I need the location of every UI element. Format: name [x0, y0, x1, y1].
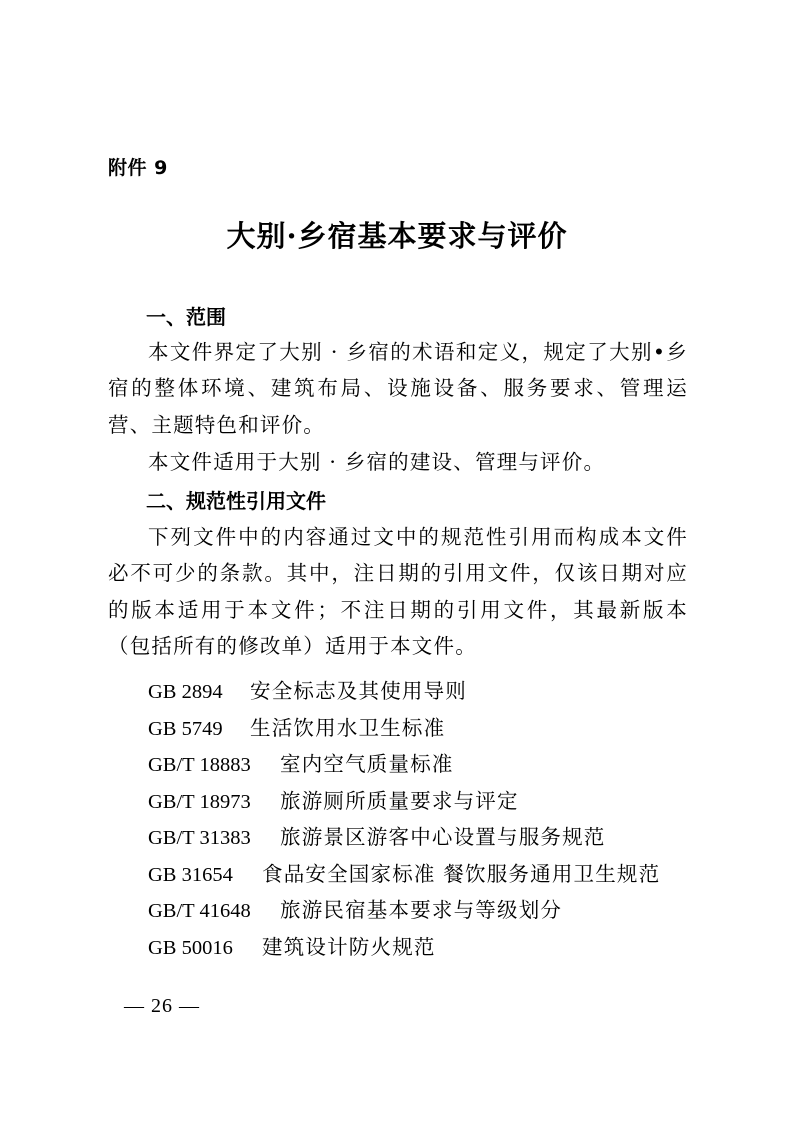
standard-reference-item [148, 674, 467, 704]
standard-reference-item [148, 784, 519, 814]
standard-name: 安全标志及其使用导则 [250, 679, 467, 703]
standard-name: 旅游厕所质量要求与评定 [280, 789, 519, 813]
paragraph-scope-applicability: 本文件适用于大别 · 乡宿的建设、管理与评价。 [148, 450, 606, 474]
standard-reference-item [148, 893, 562, 923]
standard-reference-item [148, 711, 445, 741]
standard-reference-item [148, 747, 454, 777]
standard-code: GB/T 31383 [148, 827, 251, 849]
standard-name: 食品安全国家标准 餐饮服务通用卫生规范 [262, 862, 661, 886]
document-title: 大别·乡宿基本要求与评价 [226, 219, 568, 253]
standard-code: GB 50016 [148, 937, 233, 959]
standard-code: GB/T 41648 [148, 900, 251, 922]
standard-reference-item [148, 820, 606, 850]
standard-reference-item [148, 930, 436, 960]
standard-code: GB/T 18973 [148, 791, 251, 813]
standard-code: GB 5749 [148, 718, 223, 740]
standard-name: 旅游民宿基本要求与等级划分 [280, 898, 563, 922]
page-number: — 26 — [124, 995, 200, 1017]
standard-code: GB 2894 [148, 681, 223, 703]
paragraph-references-intro: 下列文件中的内容通过文中的规范性引用而构成本文件必不可少的条款。其中，注日期的引用文件，仅该日期对应的版本适用于本文件；不注日期的引用文件，其最新版本（包括所有的修改单）适用于本文件。 [108, 525, 688, 659]
section-heading-scope: 一、范围 [146, 305, 226, 329]
paragraph-scope-definition: 本文件界定了大别 · 乡宿的术语和定义，规定了大别•乡宿的整体环境、建筑布局、设施设备、服务要求、管理运营、主题特色和评价。 [108, 340, 688, 437]
standard-name: 生活饮用水卫生标准 [250, 716, 446, 740]
standard-code: GB/T 18883 [148, 754, 251, 776]
attachment-label: 附件 9 [108, 157, 168, 179]
standard-reference-item [148, 857, 660, 887]
standard-name: 室内空气质量标准 [280, 752, 454, 776]
standard-name: 建筑设计防火规范 [262, 935, 436, 959]
section-heading-references: 二、规范性引用文件 [146, 489, 326, 513]
standard-name: 旅游景区游客中心设置与服务规范 [280, 825, 606, 849]
standard-code: GB 31654 [148, 864, 233, 886]
